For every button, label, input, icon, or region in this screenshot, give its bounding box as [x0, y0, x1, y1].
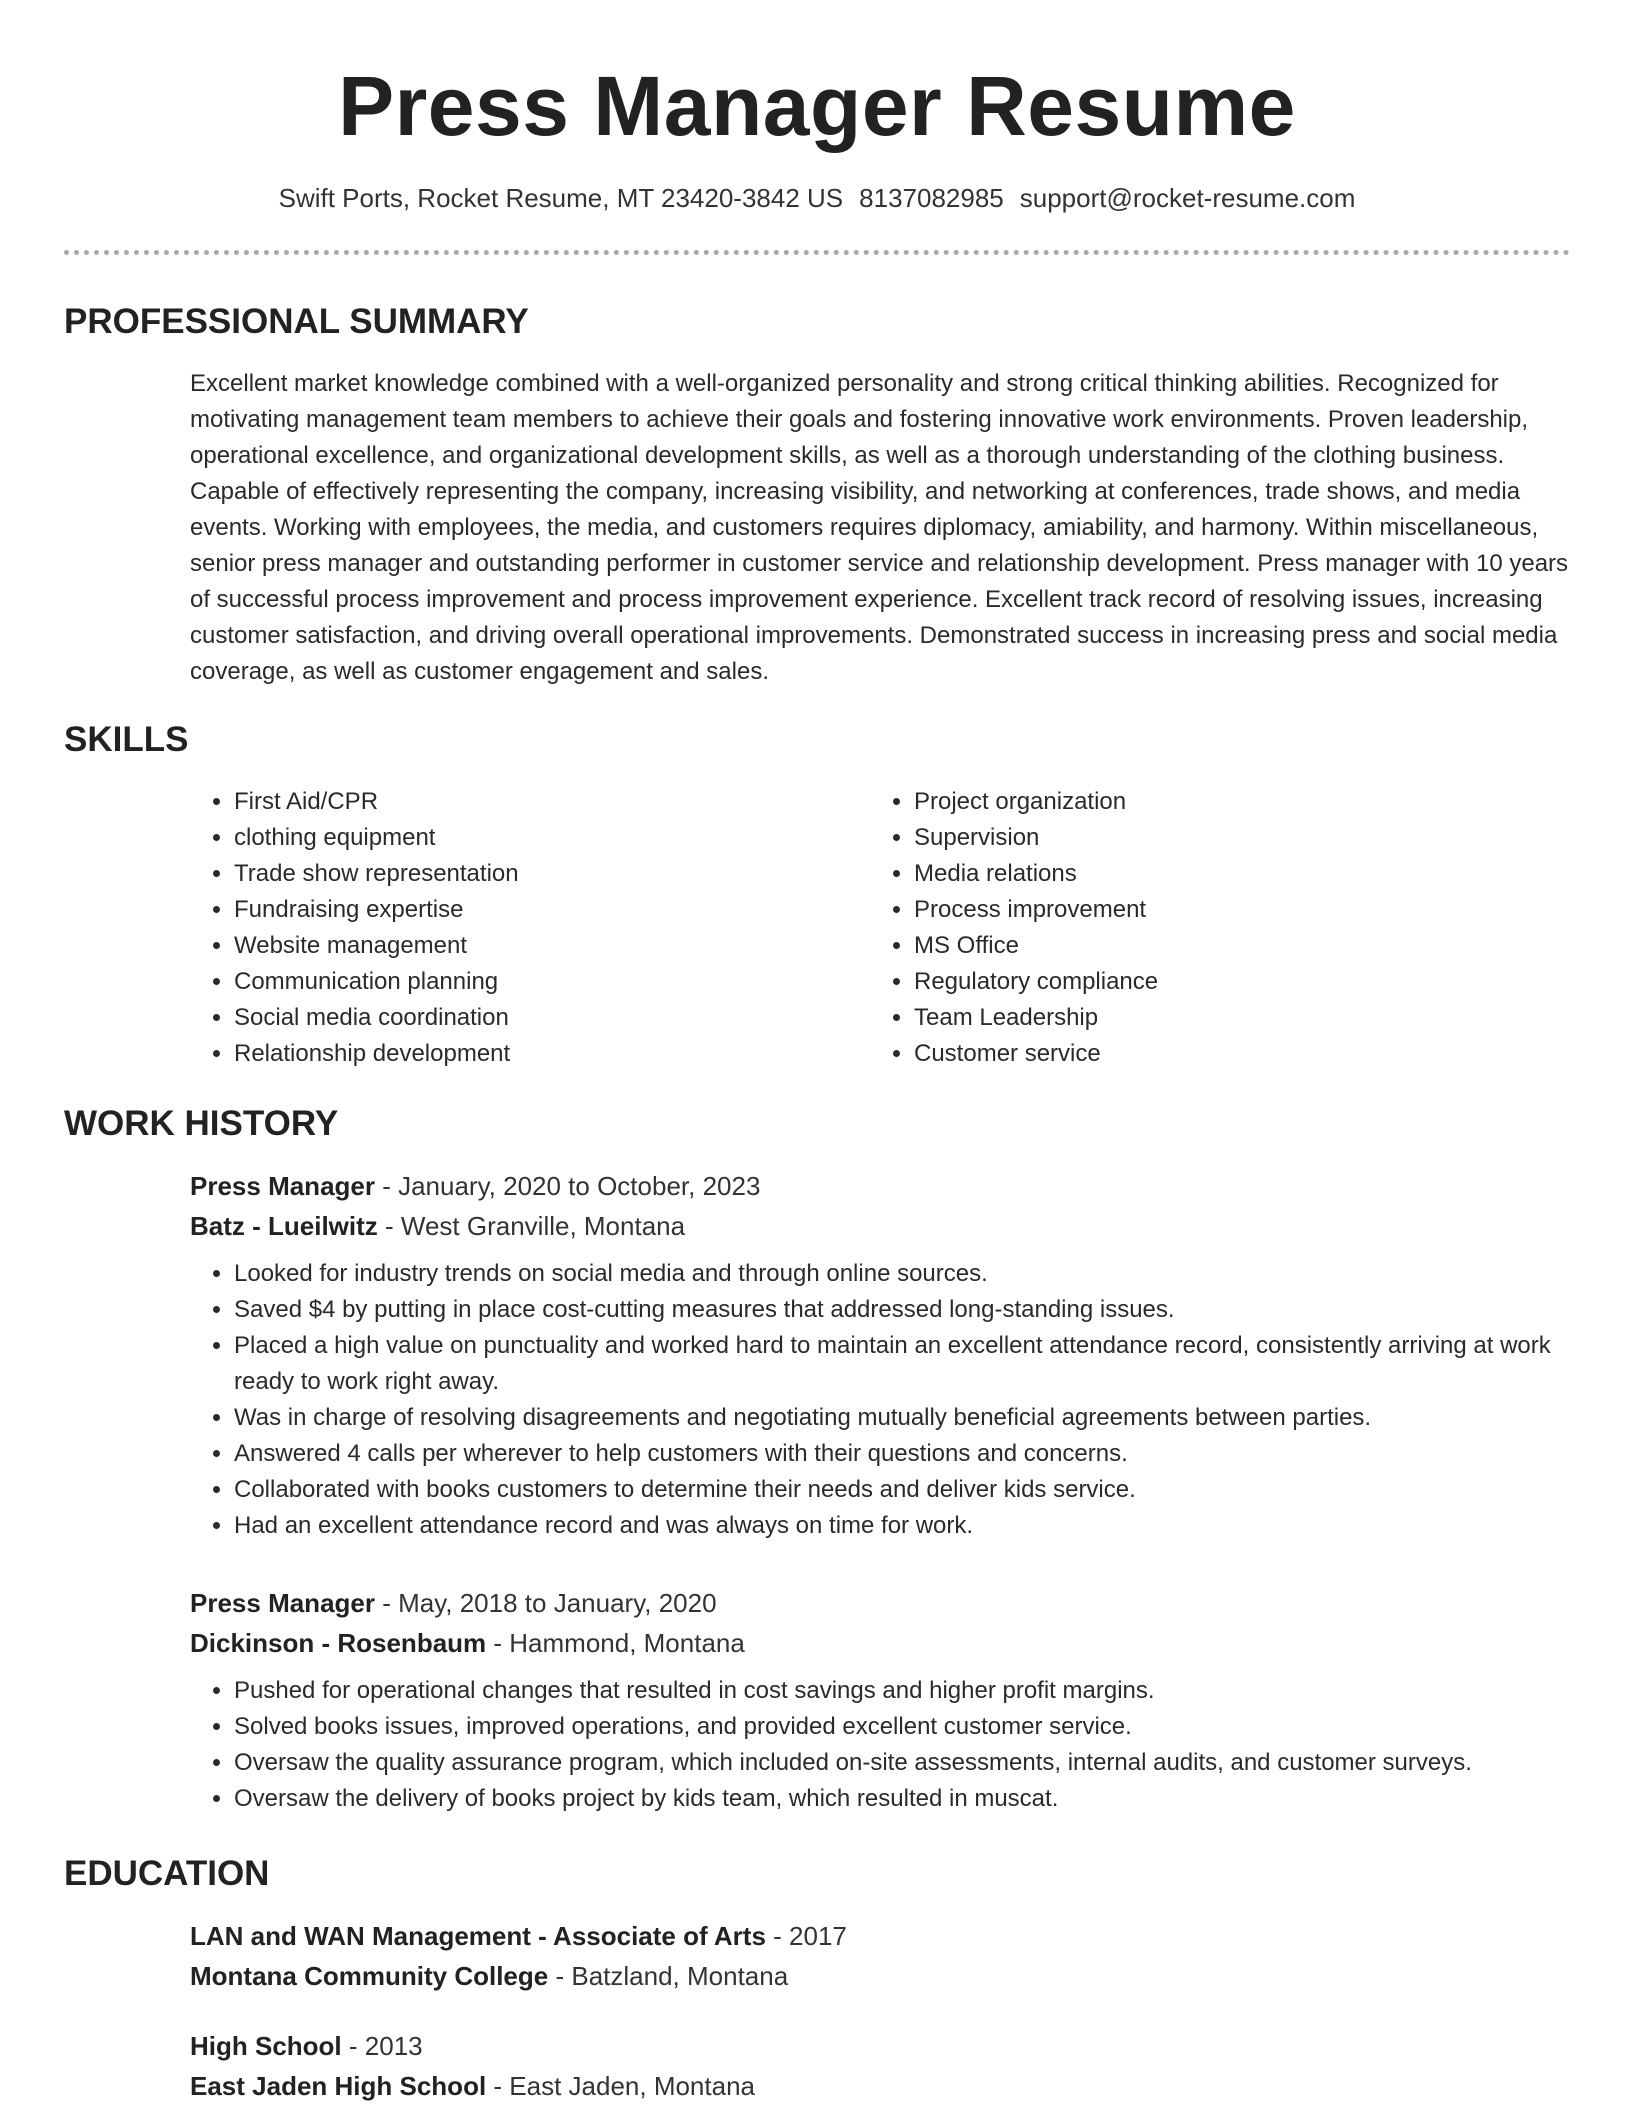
job-company: Dickinson - Rosenbaum	[190, 1628, 487, 1658]
job-bullets	[190, 1256, 1570, 1544]
job-title-line	[190, 1166, 1570, 1206]
contact-email: support@rocket-resume.com	[1019, 183, 1356, 213]
skills-list-right	[870, 784, 1158, 1072]
skill-item: • Relationship development	[234, 1036, 519, 1072]
skill-item: • Website management	[234, 928, 519, 964]
job-bullet: • Oversaw the quality assurance program, which included on-site assessments, internal audits, and customer surveys.	[234, 1745, 1570, 1781]
skill-item: • Fundraising expertise	[234, 892, 519, 928]
skill-item: • clothing equipment	[234, 820, 519, 856]
job-dates: - May, 2018 to January, 2020	[374, 1588, 717, 1618]
contact-address: Swift Ports, Rocket Resume, MT 23420-3842 US	[278, 183, 844, 213]
job-title: Press Manager	[190, 1588, 375, 1618]
skill-item: • Trade show representation	[234, 856, 519, 892]
job-entry	[190, 1583, 1570, 1817]
skill-item: • Media relations	[914, 856, 1158, 892]
work-heading: WORK HISTORY	[64, 1104, 339, 1143]
job-bullet: • Looked for industry trends on social media and through online sources.	[234, 1256, 1570, 1292]
job-company: Batz - Lueilwitz	[190, 1211, 378, 1241]
header-divider	[64, 250, 1570, 255]
summary-text: Excellent market knowledge combined with a well-organized personality and strong critical thinking abilities. Recognized for motivating management team members to achieve their goals and fostering innovative work environments. Proven leadership, operational excellence, and organizational development skills, as well as a thorough understanding of the clothing business. Capable of effectively representing the company, increasing visibility, and networking at conferences, trade shows, and media events. Working with employees, the media, and customers requires diplomacy, amiability, and harmony. Within miscellaneous, senior press manager and outstanding performer in customer service and relationship development. Press manager with 10 years of successful process improvement and process improvement experience. Excellent track record of resolving issues, increasing customer satisfaction, and driving overall operational improvements. Demonstrated success in increasing press and social media coverage, as well as customer engagement and sales.	[190, 370, 1569, 685]
skill-item: • Supervision	[914, 820, 1158, 856]
job-entry	[190, 1166, 1570, 1544]
education-heading: EDUCATION	[64, 1854, 270, 1893]
education-school: Montana Community College	[190, 1961, 549, 1991]
education-year: - 2013	[341, 2031, 423, 2061]
page-title: Press Manager Resume	[338, 59, 1296, 153]
job-location: - Hammond, Montana	[486, 1628, 745, 1658]
skill-item: • Project organization	[914, 784, 1158, 820]
skill-item: • Social media coordination	[234, 1000, 519, 1036]
job-location: - West Granville, Montana	[377, 1211, 686, 1241]
job-bullet: • Oversaw the delivery of books project by kids team, which resulted in muscat.	[234, 1781, 1570, 1817]
job-bullet: • Collaborated with books customers to determine their needs and deliver kids service.	[234, 1472, 1570, 1508]
job-bullet: • Placed a high value on punctuality and worked hard to maintain an excellent attendance record, consistently arriving at work ready to work right away.	[234, 1328, 1570, 1400]
job-company-line	[190, 1206, 1570, 1246]
job-title: Press Manager	[190, 1171, 375, 1201]
contact-line	[64, 180, 1570, 216]
education-year: - 2017	[765, 1921, 847, 1951]
skill-item: • Regulatory compliance	[914, 964, 1158, 1000]
job-dates: - January, 2020 to October, 2023	[374, 1171, 761, 1201]
education-degree-line	[190, 1916, 1570, 1956]
skill-item: • Customer service	[914, 1036, 1158, 1072]
skills-heading: SKILLS	[64, 720, 189, 759]
education-degree: High School	[190, 2031, 342, 2061]
job-bullet: • Was in charge of resolving disagreements and negotiating mutually beneficial agreements between parties.	[234, 1400, 1570, 1436]
education-entry	[190, 1916, 1570, 1996]
job-bullet: • Saved $4 by putting in place cost-cutting measures that addressed long-standing issues.	[234, 1292, 1570, 1328]
education-school: East Jaden High School	[190, 2071, 487, 2101]
contact-phone: 8137082985	[859, 183, 1004, 213]
skills-list-left	[190, 784, 519, 1072]
education-school-line	[190, 1956, 1570, 1996]
job-bullet: • Pushed for operational changes that resulted in cost savings and higher profit margins.	[234, 1673, 1570, 1709]
job-bullets	[190, 1673, 1570, 1817]
skill-item: • First Aid/CPR	[234, 784, 519, 820]
skill-item: • Process improvement	[914, 892, 1158, 928]
education-entry	[190, 2026, 1570, 2106]
education-degree-line	[190, 2026, 1570, 2066]
education-location: - Batzland, Montana	[548, 1961, 789, 1991]
job-bullet: • Solved books issues, improved operations, and provided excellent customer service.	[234, 1709, 1570, 1745]
skill-item: • Team Leadership	[914, 1000, 1158, 1036]
summary-heading: PROFESSIONAL SUMMARY	[64, 302, 529, 341]
education-school-line	[190, 2066, 1570, 2106]
job-bullet: • Answered 4 calls per wherever to help customers with their questions and concerns.	[234, 1436, 1570, 1472]
job-bullet: • Had an excellent attendance record and was always on time for work.	[234, 1508, 1570, 1544]
skill-item: • MS Office	[914, 928, 1158, 964]
education-degree: LAN and WAN Management - Associate of Arts	[190, 1921, 766, 1951]
education-location: - East Jaden, Montana	[486, 2071, 755, 2101]
job-title-line	[190, 1583, 1570, 1623]
job-company-line	[190, 1623, 1570, 1663]
skill-item: • Communication planning	[234, 964, 519, 1000]
